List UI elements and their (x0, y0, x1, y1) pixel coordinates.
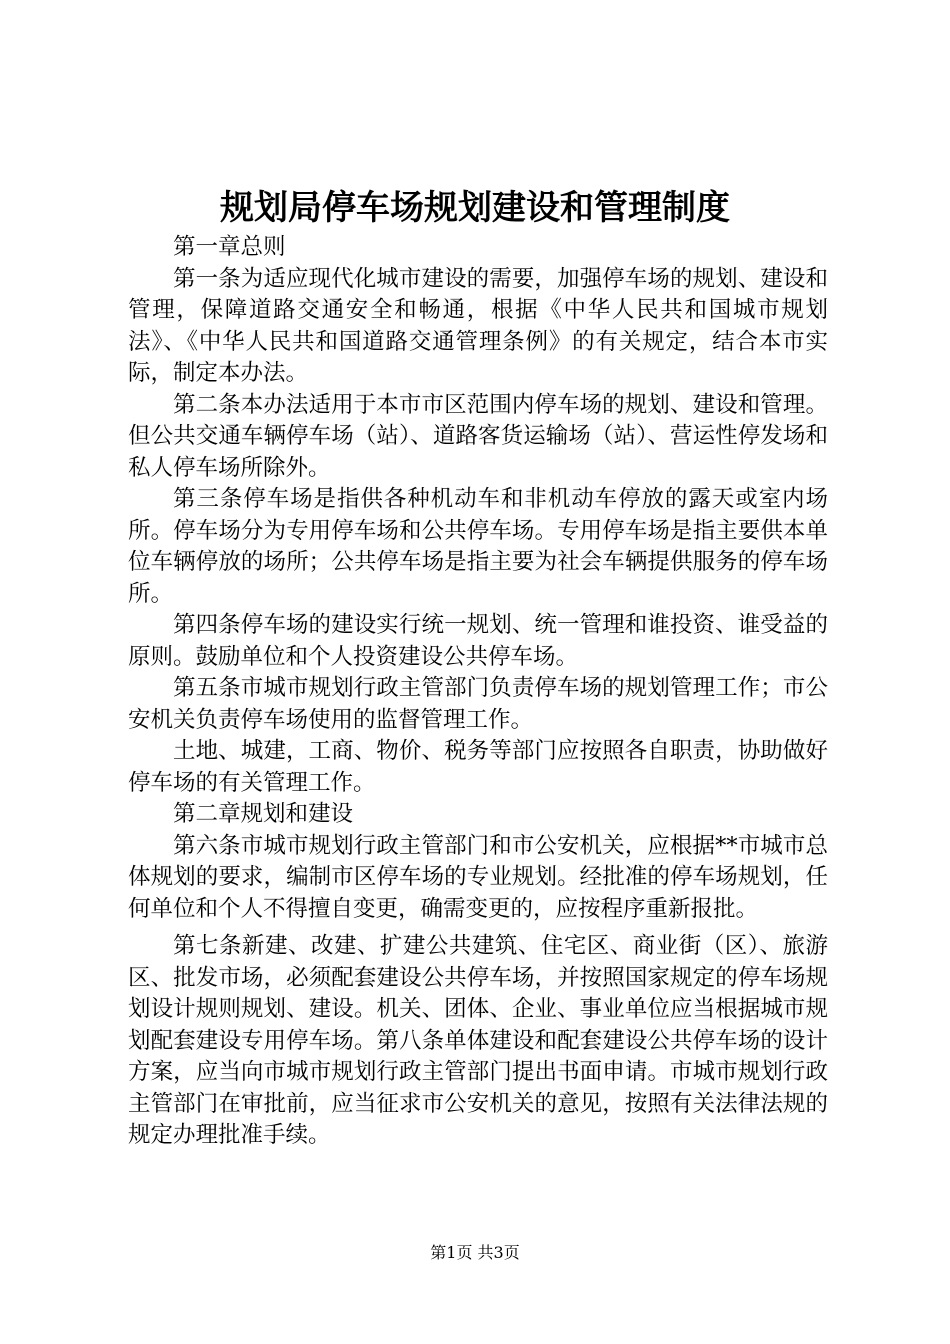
article-paragraph: 第四条停车场的建设实行统一规划、统一管理和谁投资、谁受益的原则。鼓励单位和个人投资建设公共停车场。 (128, 612, 828, 670)
article-paragraph: 第六条市城市规划行政主管部门和市公安机关，应根据**市城市总体规划的要求，编制市区停车场的专业规划。经批准的停车场规划，任何单位和个人不得擅自变更，确需变更的，应按程序重新报批。 (128, 832, 828, 922)
article-paragraph: 土地、城建，工商、物价、税务等部门应按照各自职责，协助做好停车场的有关管理工作。 (128, 738, 828, 796)
article-paragraph: 第七条新建、改建、扩建公共建筑、住宅区、商业街（区）、旅游区、批发市场，必须配套建设公共停车场，并按照国家规定的停车场规划设计规则规划、建设。机关、团体、企业、事业单位应当根据城市规划配套建设专用停车场。第八条单体建设和配套建设公共停车场的设计方案，应当向市城市规划行政主管部门提出书面申请。市城市规划行政主管部门在审批前，应当征求市公安机关的意见，按照有关法律法规的规定办理批准手续。 (128, 933, 828, 1148)
article-paragraph: 第一条为适应现代化城市建设的需要，加强停车场的规划、建设和管理，保障道路交通安全和畅通，根据《中华人民共和国城市规划法》、《中华人民共和国道路交通管理条例》的有关规定，结合本市实际，制定本办法。 (128, 265, 828, 386)
document-title: 规划局停车场规划建设和管理制度 (220, 188, 730, 228)
article-paragraph: 第三条停车场是指供各种机动车和非机动车停放的露天或室内场所。停车场分为专用停车场和公共停车场。专用停车场是指主要供本单位车辆停放的场所；公共停车场是指主要为社会车辆提供服务的停车场所。 (128, 486, 828, 607)
article-paragraph: 第五条市城市规划行政主管部门负责停车场的规划管理工作；市公安机关负责停车场使用的监督管理工作。 (128, 675, 828, 733)
article-paragraph: 第二条本办法适用于本市市区范围内停车场的规划、建设和管理。但公共交通车辆停车场（站）、道路客货运输场（站）、营运性停发场和私人停车场所除外。 (128, 391, 828, 481)
chapter-heading: 第一章总则 (173, 234, 286, 260)
page-footer: 第1页 共3页 (430, 1243, 520, 1262)
chapter-heading: 第二章规划和建设 (173, 801, 354, 827)
document-body (128, 232, 828, 1152)
